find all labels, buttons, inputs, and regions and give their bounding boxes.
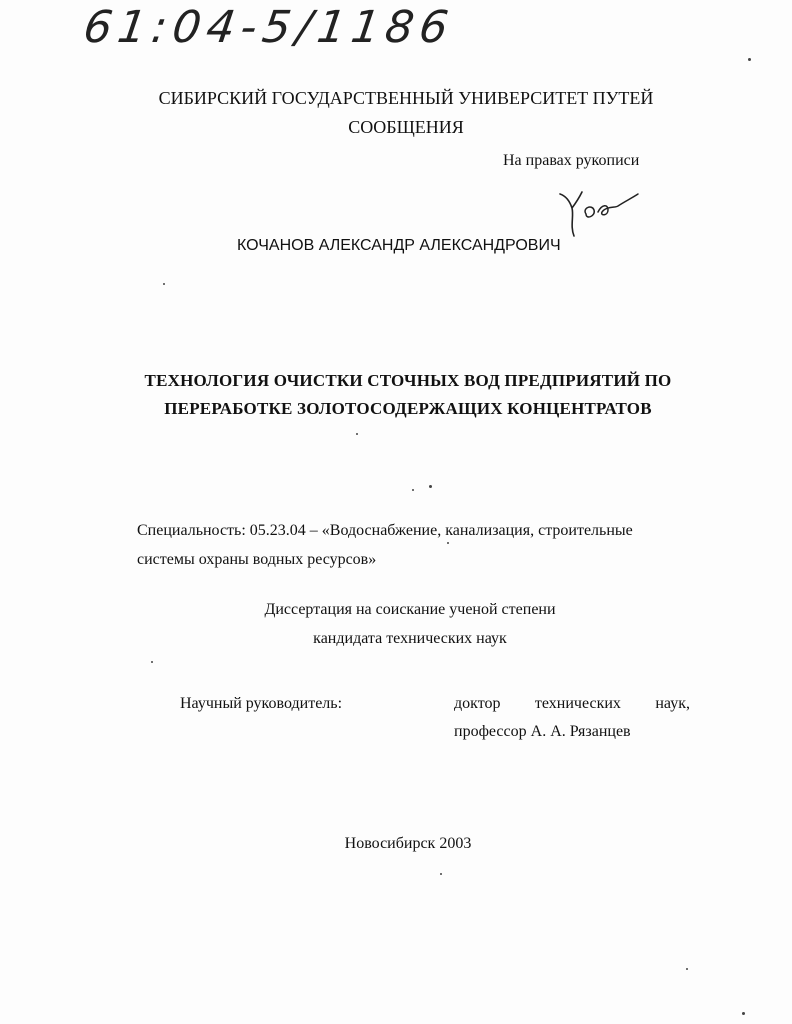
scan-speck	[440, 873, 442, 875]
scan-speck	[748, 58, 751, 61]
supervisor-degree-word: наук,	[655, 695, 690, 712]
scan-speck	[151, 661, 153, 663]
supervisor-name: профессор А. А. Рязанцев	[454, 723, 631, 740]
supervisor-degree-word: доктор	[454, 695, 501, 712]
specialty-line-1: Специальность: 05.23.04 – «Водоснабжение, канализация, строительные	[137, 522, 633, 539]
manuscript-rights-note: На правах рукописи	[503, 152, 640, 169]
scan-speck	[447, 542, 449, 544]
supervisor-label: Научный руководитель:	[180, 695, 343, 712]
city-and-year: Новосибирск 2003	[344, 835, 472, 852]
dissertation-title-line-2: ПЕРЕРАБОТКЕ ЗОЛОТОСОДЕРЖАЩИХ КОНЦЕНТРАТОВ	[164, 399, 652, 418]
author-name: КОЧАНОВ АЛЕКСАНДР АЛЕКСАНДРОВИЧ	[237, 237, 561, 254]
specialty-block	[137, 516, 633, 574]
degree-statement-line-1: Диссертация на соискание ученой степени	[264, 601, 556, 618]
archive-code: 61:04-5/1186	[80, 2, 458, 53]
supervisor-degree-word: технических	[534, 695, 621, 712]
scan-speck	[356, 433, 358, 435]
specialty-line-2: системы охраны водных ресурсов»	[137, 551, 377, 568]
scan-speck	[742, 1012, 745, 1015]
scan-speck	[429, 485, 432, 488]
degree-statement-line-2: кандидата технических наук	[313, 630, 507, 647]
scan-speck	[686, 968, 688, 970]
supervisor-degree	[454, 695, 690, 713]
university-name-line-2: СООБЩЕНИЯ	[348, 117, 464, 137]
scan-speck	[412, 489, 414, 491]
university-name-line-1: СИБИРСКИЙ ГОСУДАРСТВЕННЫЙ УНИВЕРСИТЕТ ПУТЕЙ	[158, 88, 654, 108]
scan-speck	[163, 283, 165, 285]
dissertation-title-line-1: ТЕХНОЛОГИЯ ОЧИСТКИ СТОЧНЫХ ВОД ПРЕДПРИЯТИЙ ПО	[144, 371, 672, 390]
author-signature	[552, 186, 644, 238]
